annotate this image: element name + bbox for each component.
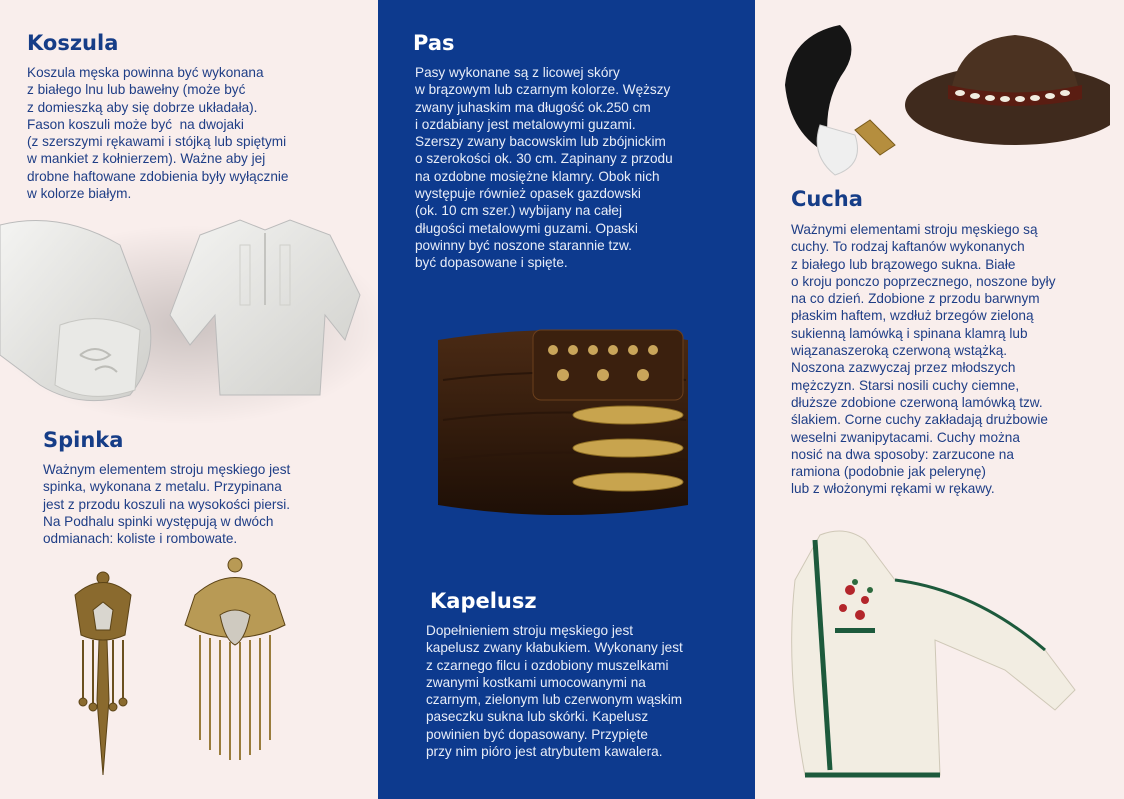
pas-title: Pas (413, 31, 455, 55)
brooches-image (55, 550, 315, 785)
kapelusz-text: Dopełnieniem stroju męskiego jest kapelusz zwany kłabukiem. Wykonany jest z czarnego filcu i ozdobiony muszelkami zwanymi kostkami umocowanymi na czarnym, zielonym lub czerwonym wąskim paseczku sukna lub skórki. Kapelusz powinien być dopasowany. Przypięte przy nim pióro jest atrybutem kawalera. (426, 623, 683, 760)
pas-text: Pasy wykonane są z licowej skóry w brązowym lub czarnym kolorze. Węższy zwany juhaskim ma długość ok.250 cm i ozdabiany jest metalowymi guzami. Szerszy zwany bacowskim lub zbójnickim o szerokości ok. 30 cm. Zapinany z przodu na ozdobne mosiężne klamry. Obok nich występuje również opasek gazdowski (ok. 10 cm szer.) wybijany na całej długości metalowymi guzami. Opaski powinny być noszone starannie tzw. być dopasowane i spięte. (415, 65, 673, 271)
spinka-text: Ważnym elementem stroju męskiego jest spinka, wykonana z metalu. Przypinana jest z przodu koszuli na wysokości piersi. Na Podhalu spinki występują w dwóch odmianach: koliste i rombowate. (43, 462, 291, 547)
jacket-image (775, 520, 1120, 785)
shirt-image (0, 205, 378, 425)
spinka-title: Spinka (43, 428, 124, 452)
koszula-text: Koszula męska powinna być wykonana z białego lnu lub bawełny (może być z domieszką aby się dobrze układała). Fason koszuli może być na dwojaki (z szerszymi rękawami i stójką lub spiętymi w mankiet z kołnierzem). Ważne aby jej drobne haftowane zdobienia były wyłącznie w kolorze białym. (27, 65, 289, 202)
belt-image (438, 320, 693, 520)
cucha-title: Cucha (791, 187, 863, 211)
koszula-title: Koszula (27, 31, 119, 55)
kapelusz-title: Kapelusz (430, 589, 537, 613)
cucha-text: Ważnymi elementami stroju męskiego są cuchy. To rodzaj kaftanów wykonanych z białego lub brązowego sukna. Białe o kroju ponczo poprzecznego, noszone były na co dzień. Zdobione z przodu barwnym płaskim haftem, wzdłuż brzegów zieloną sukienną lamówką i spinana klamrą lub wiązanaszeroką czerwoną wstążką. Noszona zazwyczaj przez młodszych mężczyzn. Starsi nosili cuchy ciemne, dłuższe zdobione czerwoną lamówką tzw. ślakiem. Corne cuchy zakładają drużbowie weselni zwanipytacami. Cuchy można nosić na dwa sposoby: zarzucone na ramiona (podobnie jak pelerynę) lub z włożonymi rękami w rękawy. (791, 222, 1056, 497)
hat-and-feather-image (770, 15, 1110, 180)
